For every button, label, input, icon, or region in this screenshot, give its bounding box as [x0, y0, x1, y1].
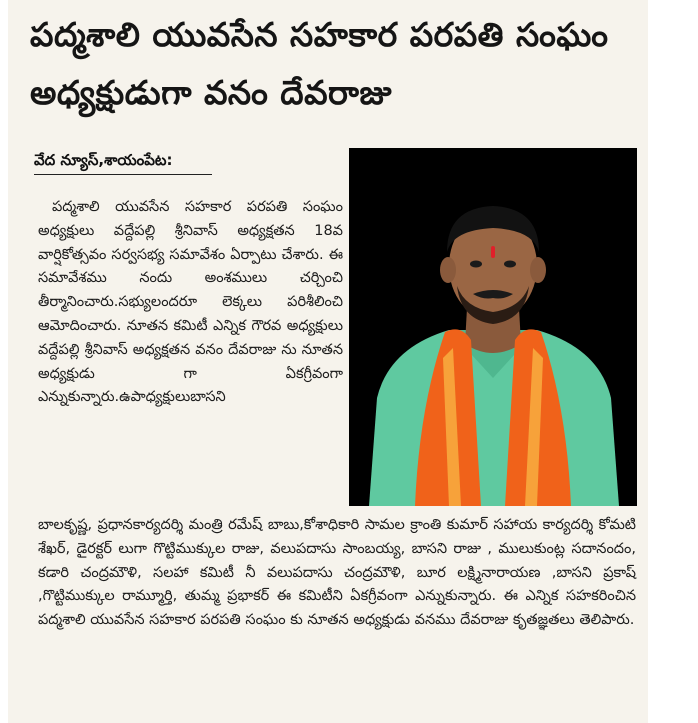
newspaper-clipping — [8, 0, 648, 723]
article-body-part2: బాలకృష్ణ, ప్రధానకార్యదర్శి మంత్రి రమేష్ బాబు,కోశాధికారి సామల క్రాంతి కుమార్ సహాయ కార్యదర్శి కోమటి శేఖర్, డైరక్టర్ లుగా గొట్టిముక్కుల రాజు, వలుపదాసు సాంబయ్య, బాసని రాజు , ములుకుంట్ల సదానందం, కడారి చంద్రమౌళి, సలహా కమిటీ నీ వలుపదాసు చంద్రమౌళి, బూర లక్ష్మినారాయణ ,బాసని ప్రకాష్ ,గొట్టిముక్కుల రామ్మూర్తి, తుమ్మ ప్రభాకర్ ఈ కమిటీని ఏకగ్రీవంగా ఎన్నుకున్నారు. ఈ ఎన్నిక సహకరించిన పద్మశాలి యువసేన సహకార పరపతి సంఘం కు నూతన అధ్యక్షుడు వనము దేవరాజు కృతజ్ఞతలు తెలిపారు. — [38, 517, 636, 629]
portrait-illustration — [349, 148, 637, 506]
dateline-underline — [34, 174, 212, 175]
portrait-photo — [349, 148, 637, 506]
dateline: వేద న్యూస్,శాయంపేట: — [34, 151, 173, 169]
article-body-part1: పద్మశాలి యువసేన సహకార పరపతి సంఘం అధ్యక్షులు వద్దేపల్లి శ్రీనివాస్ అధ్యక్షతన 18వ వార్షికోత్సవం సర్వసభ్య సమావేశం ఏర్పాటు చేశారు. ఈ సమావేశము నందు అంశములు చర్చించి తీర్మానించారు.సభ్యులందరూ లెక్కలు పరిశీలించి ఆమోదించారు. నూతన కమిటీ ఎన్నిక గౌరవ అధ్యక్షులు వద్దేపల్లి శ్రీనివాస్ అధ్యక్షతన వనం దేవరాజు ను నూతన అధ్యక్షుడు గా ఏకగ్రీవంగా ఎన్నుకున్నారు.ఉపాధ్యక్షులుబాసని — [38, 199, 343, 406]
headline: పద్మశాలి యువసేన సహకార పరపతి సంఘం అధ్యక్షుడుగా వనం దేవరాజు — [30, 15, 609, 112]
